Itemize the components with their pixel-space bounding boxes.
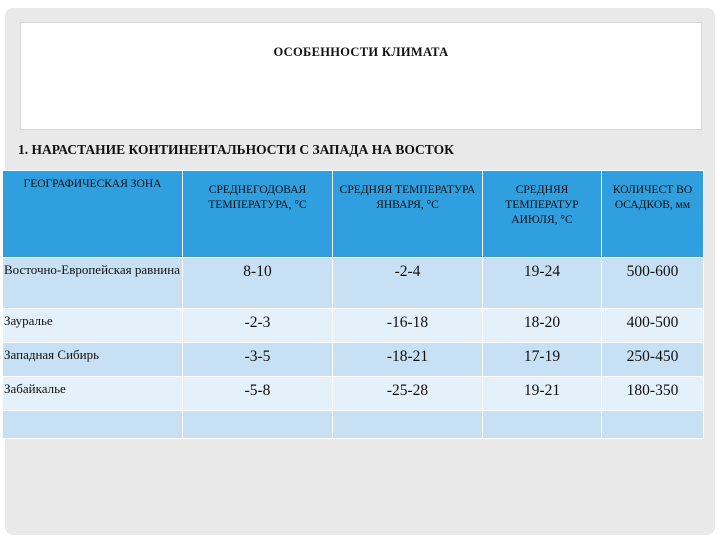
table-row-empty	[3, 411, 704, 439]
cell-january: -2-4	[333, 258, 483, 309]
cell-empty	[602, 411, 704, 439]
cell-zone: Забайкалье	[3, 377, 183, 411]
cell-precip: 180-350	[602, 377, 704, 411]
table-row	[3, 343, 704, 377]
slide-title: ОСОБЕННОСТИ КЛИМАТА	[273, 45, 449, 59]
cell-empty	[3, 411, 183, 439]
slide-subtitle: 1. НАРАСТАНИЕ КОНТИНЕНТАЛЬНОСТИ С ЗАПАДА НА ВОСТОК	[18, 142, 454, 157]
header-july-temp: СРЕДНЯЯ ТЕМПЕРАТУР АИЮЛЯ, °С	[483, 171, 602, 258]
cell-empty	[333, 411, 483, 439]
header-precipitation: КОЛИЧЕСТ ВО ОСАДКОВ, мм	[602, 171, 704, 258]
cell-july: 18-20	[483, 309, 602, 343]
table-row	[3, 258, 704, 309]
cell-precip: 250-450	[602, 343, 704, 377]
cell-zone: Восточно-Европейская равнина	[3, 258, 183, 309]
cell-january: -18-21	[333, 343, 483, 377]
cell-july: 19-24	[483, 258, 602, 309]
table-row	[3, 309, 704, 343]
cell-annual: -3-5	[183, 343, 333, 377]
cell-annual: 8-10	[183, 258, 333, 309]
climate-table	[2, 170, 704, 439]
cell-july: 19-21	[483, 377, 602, 411]
cell-zone: Зауралье	[3, 309, 183, 343]
cell-january: -16-18	[333, 309, 483, 343]
cell-empty	[483, 411, 602, 439]
header-annual-temp: СРЕДНЕГОДОВАЯ ТЕМПЕРАТУРА, °С	[183, 171, 333, 258]
cell-empty	[183, 411, 333, 439]
header-zone: ГЕОГРАФИЧЕСКАЯ ЗОНА	[3, 171, 183, 258]
cell-precip: 500-600	[602, 258, 704, 309]
cell-july: 17-19	[483, 343, 602, 377]
header-january-temp: СРЕДНЯЯ ТЕМПЕРАТУРА ЯНВАРЯ, °С	[333, 171, 483, 258]
cell-january: -25-28	[333, 377, 483, 411]
table-header-row	[3, 171, 704, 258]
cell-annual: -2-3	[183, 309, 333, 343]
table-row	[3, 377, 704, 411]
title-box	[20, 22, 702, 130]
cell-precip: 400-500	[602, 309, 704, 343]
cell-zone: Западная Сибирь	[3, 343, 183, 377]
cell-annual: -5-8	[183, 377, 333, 411]
